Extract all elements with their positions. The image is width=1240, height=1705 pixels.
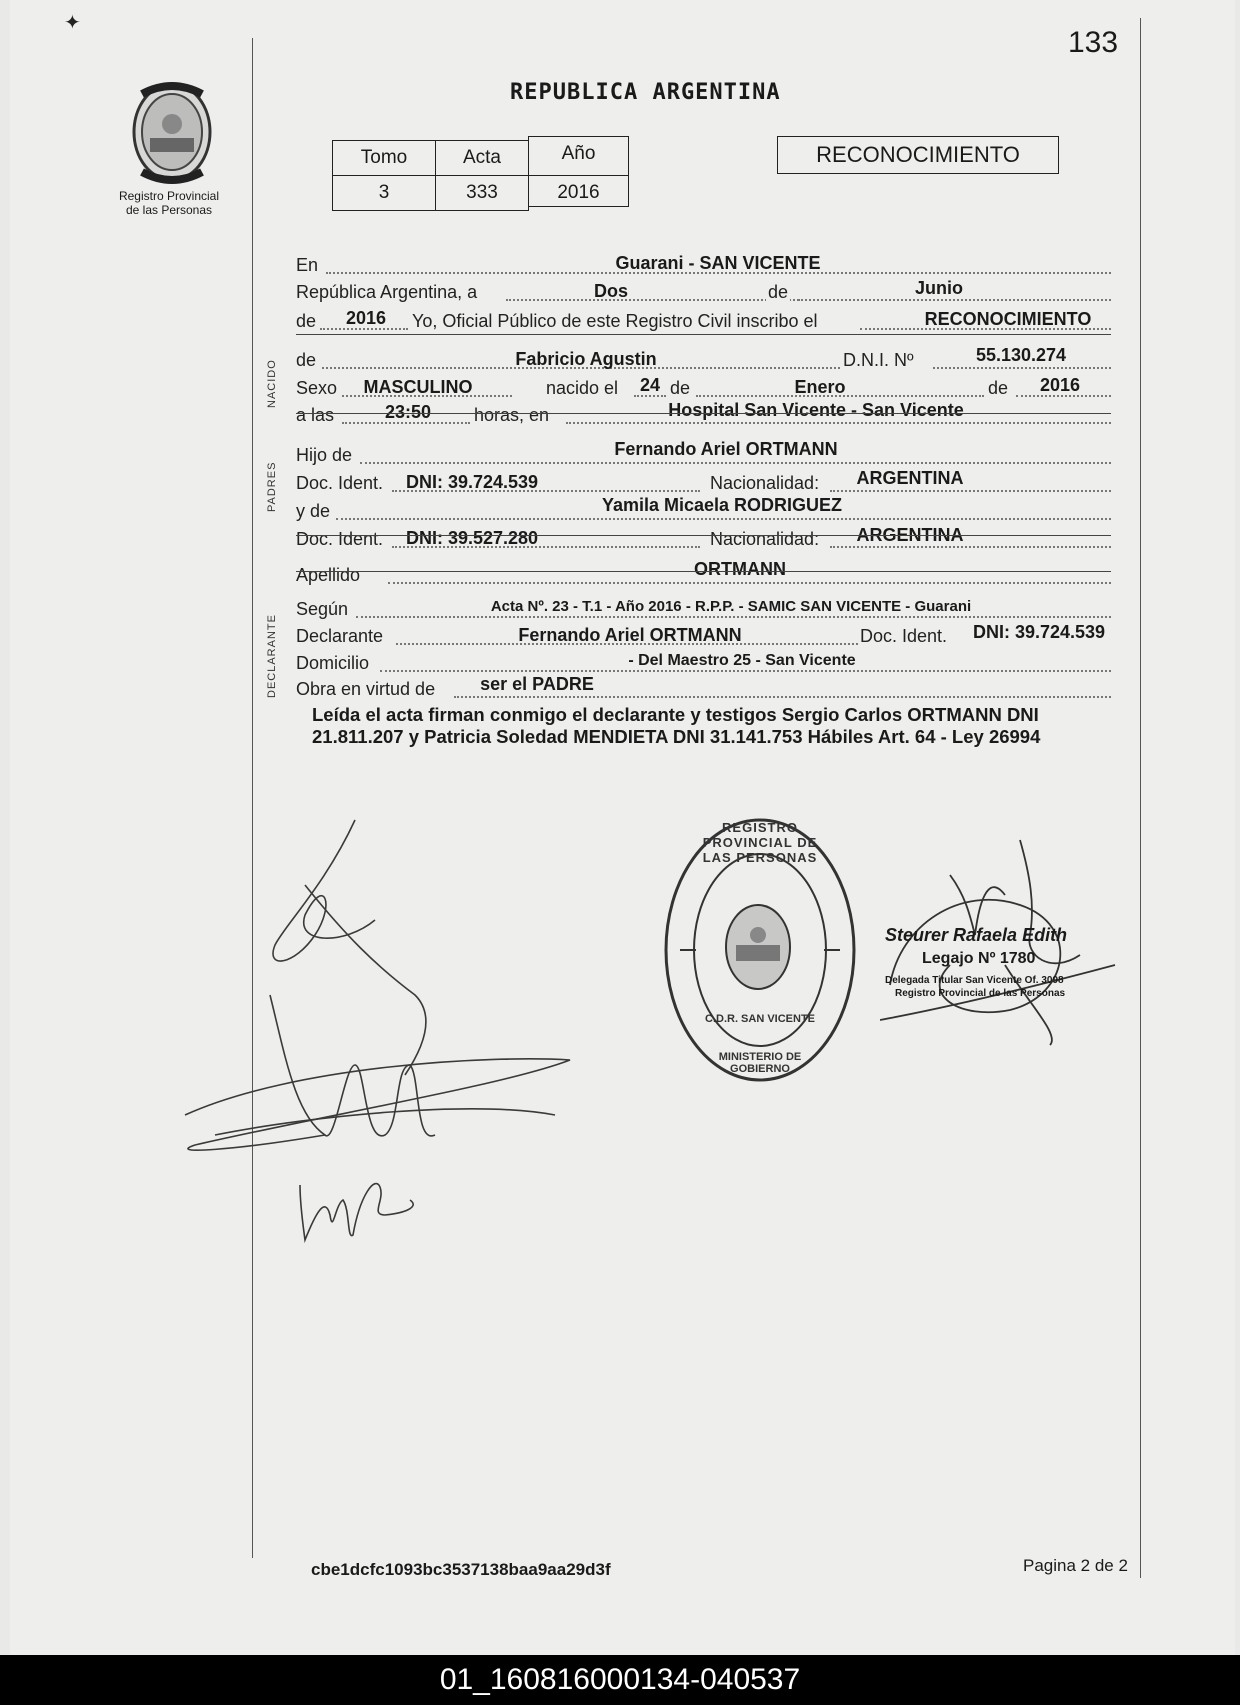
row-segun	[296, 594, 1111, 622]
value-mes: Junio	[915, 278, 963, 298]
label-nacido-el: nacido el	[546, 378, 619, 398]
value-lugar-nacimiento: Hospital San Vicente - San Vicente	[668, 400, 964, 420]
left-margin-line	[252, 38, 253, 1558]
value-doc-declarante: DNI: 39.724.539	[972, 622, 1106, 642]
label-de-nombre: de	[296, 350, 317, 370]
side-label-declarante: DECLARANTE	[266, 614, 278, 698]
value-sexo: MASCULINO	[363, 377, 473, 397]
label-obra: Obra en virtud de	[296, 679, 436, 699]
value-segun: Acta Nº. 23 - T.1 - Año 2016 - R.P.P. - SAMIC SAN VICENTE - Guarani	[490, 598, 972, 615]
page-number: 133	[1068, 26, 1119, 59]
value-nacionalidad-madre: ARGENTINA	[856, 525, 964, 545]
row-de-anio	[296, 306, 1111, 334]
label-dni: D.N.I. Nº	[843, 350, 914, 370]
closing-paragraph: Leída el acta firman conmigo el declarante y testigos Sergio Carlos ORTMANN DNI 21.811.207 y Patricia Soledad MENDIETA DNI 31.141.753 Hábiles Art. 64 - Ley 26994	[312, 704, 1041, 747]
official-seal	[660, 815, 860, 1085]
value-mes-nacimiento: Enero	[794, 377, 846, 397]
witness-signatures	[175, 815, 585, 1255]
emblem-icon	[128, 80, 216, 188]
table-header-anio: Año	[528, 136, 629, 176]
value-tipo-acta: RECONOCIMIENTO	[924, 309, 1092, 329]
row-hijo-de	[296, 440, 1111, 468]
label-de-anio: de	[296, 311, 317, 331]
side-label-nacido: NACIDO	[266, 359, 278, 408]
emblem-caption-line1: Registro Provincial	[118, 189, 220, 203]
value-nacionalidad-padre: ARGENTINA	[856, 468, 964, 488]
row-doc-madre	[296, 524, 1111, 552]
value-madre: Yamila Micaela RODRIGUEZ	[601, 495, 843, 515]
label-sexo: Sexo	[296, 378, 338, 398]
label-hijo-de: Hijo de	[296, 445, 353, 465]
table-cell-acta: 333	[435, 175, 529, 211]
label-en: En	[296, 255, 319, 275]
row-y-de	[296, 496, 1111, 524]
label-doc-ident-declarante: Doc. Ident.	[860, 626, 948, 646]
value-obra: ser el PADRE	[480, 674, 594, 694]
table-header-acta: Acta	[435, 140, 529, 176]
label-nacionalidad-madre: Nacionalidad:	[710, 529, 820, 549]
province-emblem	[128, 80, 216, 188]
value-dni-nacido: 55.130.274	[975, 345, 1067, 365]
label-horas-en: horas, en	[474, 405, 550, 425]
seal-bottom-text: MINISTERIO DE GOBIERNO	[718, 1051, 802, 1075]
value-doc-padre: DNI: 39.724.539	[405, 472, 539, 492]
row-declarante	[296, 621, 1111, 649]
label-de-mes: de	[768, 282, 789, 302]
value-domicilio: - Del Maestro 25 - San Vicente	[628, 652, 856, 669]
label-a-las: a las	[296, 405, 335, 425]
row-sexo	[296, 373, 1111, 401]
label-apellido: Apellido	[296, 565, 361, 585]
page-title: REPUBLICA ARGENTINA	[510, 80, 781, 105]
value-dia: Dos	[593, 281, 629, 301]
label-de-mes-nac: de	[670, 378, 691, 398]
row-en	[296, 250, 1111, 278]
row-hora	[296, 400, 1111, 428]
emblem-caption	[110, 189, 228, 217]
bottom-bar: 01_160816000134-040537	[0, 1655, 1240, 1705]
side-label-padres: PADRES	[266, 461, 278, 512]
label-doc-ident-padre: Doc. Ident.	[296, 473, 384, 493]
table-cell-tomo: 3	[332, 175, 436, 211]
label-doc-ident-madre: Doc. Ident.	[296, 529, 384, 549]
emblem-caption-line2: de las Personas	[125, 203, 213, 217]
table-cell-anio: 2016	[528, 175, 629, 207]
table-header-tomo: Tomo	[332, 140, 436, 176]
official-legajo: Legajo Nº 1780	[922, 950, 1036, 967]
seal-outer-text: REGISTRO PROVINCIAL DE LAS PERSONAS	[702, 820, 818, 865]
row-doc-padre	[296, 468, 1111, 496]
label-domicilio: Domicilio	[296, 653, 370, 673]
text-oficial: Yo, Oficial Público de este Registro Civil inscribo el	[412, 311, 818, 331]
label-y-de: y de	[296, 501, 331, 521]
right-margin-line	[1140, 18, 1141, 1578]
row-republica	[296, 277, 1111, 305]
row-domicilio	[296, 648, 1111, 676]
document-hash: cbe1dcfc1093bc3537138baa9aa29d3f	[311, 1560, 611, 1579]
seal-inner-text: C.D.R. SAN VICENTE	[705, 1013, 816, 1025]
value-anio-nacimiento: 2016	[1039, 375, 1081, 395]
pagination: Pagina 2 de 2	[1023, 1556, 1128, 1575]
value-padre: Fernando Ariel ORTMANN	[614, 439, 838, 459]
value-doc-madre: DNI: 39.527.280	[405, 528, 539, 548]
label-de-anio-nac: de	[988, 378, 1009, 398]
value-hora: 23:50	[384, 402, 432, 422]
value-anio: 2016	[345, 308, 387, 328]
label-segun: Según	[296, 599, 349, 619]
row-apellido	[296, 560, 1111, 588]
value-dia-nacimiento: 24	[639, 375, 661, 395]
row-obra	[296, 674, 1111, 702]
value-nombre-nacido: Fabricio Agustin	[515, 349, 657, 369]
official-name: Steurer Rafaela Edith	[885, 925, 1068, 945]
official-title-line1: Delegada Titular San Vicente Of. 3098	[885, 975, 1064, 986]
value-apellido: ORTMANN	[694, 559, 786, 579]
label-declarante: Declarante	[296, 626, 384, 646]
label-republica: República Argentina, a	[296, 282, 478, 302]
label-nacionalidad-padre: Nacionalidad:	[710, 473, 820, 493]
official-title-line2: Registro Provincial de las Personas	[895, 988, 1066, 999]
act-type-box: RECONOCIMIENTO	[777, 136, 1059, 174]
corner-mark: ✦	[64, 12, 81, 34]
value-lugar: Guarani - SAN VICENTE	[615, 253, 821, 273]
value-declarante: Fernando Ariel ORTMANN	[518, 625, 742, 645]
row-nacido-nombre	[296, 345, 1111, 373]
